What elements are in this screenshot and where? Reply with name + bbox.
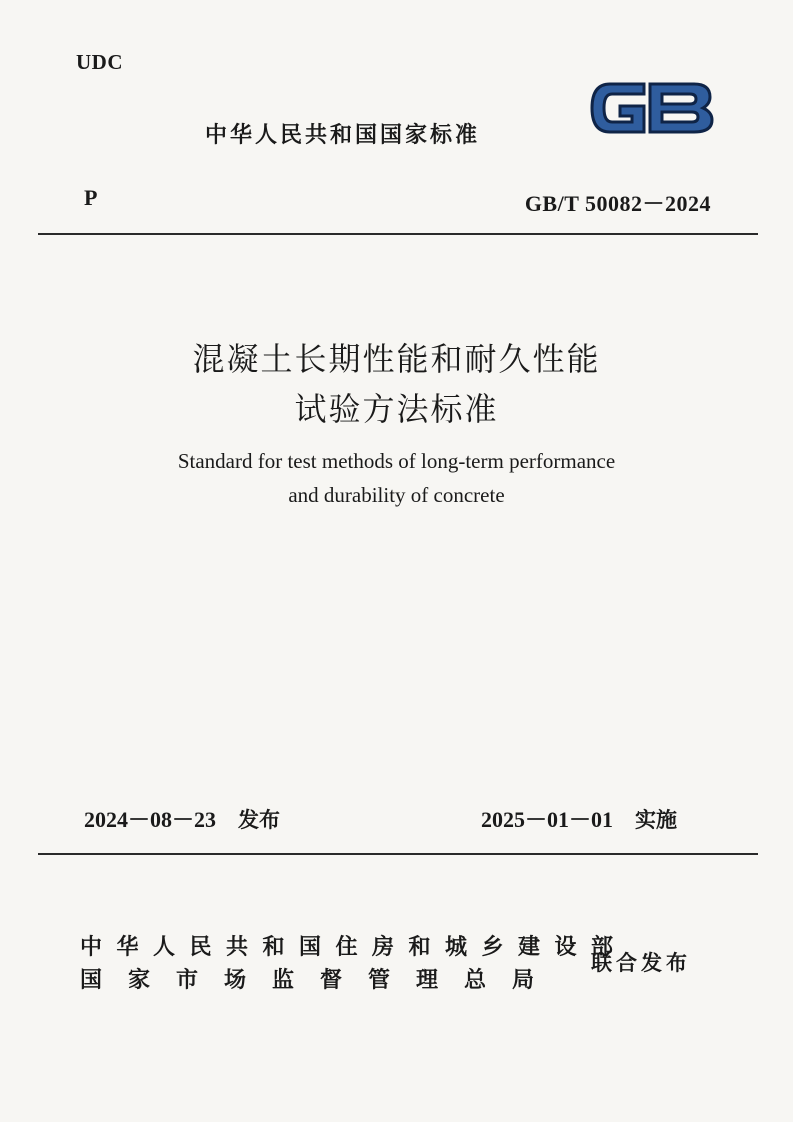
issue-label: 发布 bbox=[238, 808, 281, 832]
national-standard-heading: 中华人民共和国国家标准 bbox=[205, 123, 481, 148]
issue-date: 2024－08－23 bbox=[84, 807, 217, 832]
title-zh-line2: 试验方法标准 bbox=[294, 390, 499, 428]
issue-block bbox=[84, 803, 280, 834]
bottom-divider bbox=[38, 853, 758, 855]
publisher-line2: 国家市场监督管理总局 bbox=[80, 968, 561, 993]
title-zh-line1: 混凝土长期性能和耐久性能 bbox=[192, 340, 601, 378]
publisher-line1: 中华人民共和国住房和城乡建设部 bbox=[80, 935, 628, 960]
udc-label: UDC bbox=[76, 50, 123, 74]
top-divider bbox=[38, 233, 758, 235]
joint-publish-label: 联合发布 bbox=[591, 951, 691, 975]
implement-label: 实施 bbox=[635, 808, 678, 832]
title-en-line2: and durability of concrete bbox=[288, 483, 505, 507]
gb-logo-graphic bbox=[586, 72, 716, 144]
implement-block bbox=[481, 803, 677, 834]
gb-logo bbox=[586, 72, 716, 144]
title-en-line1: Standard for test methods of long-term performance bbox=[177, 449, 616, 473]
classification-code: P bbox=[84, 185, 98, 210]
implement-date: 2025－01－01 bbox=[481, 807, 614, 832]
standard-number: GB/T 50082－2024 bbox=[524, 191, 711, 216]
